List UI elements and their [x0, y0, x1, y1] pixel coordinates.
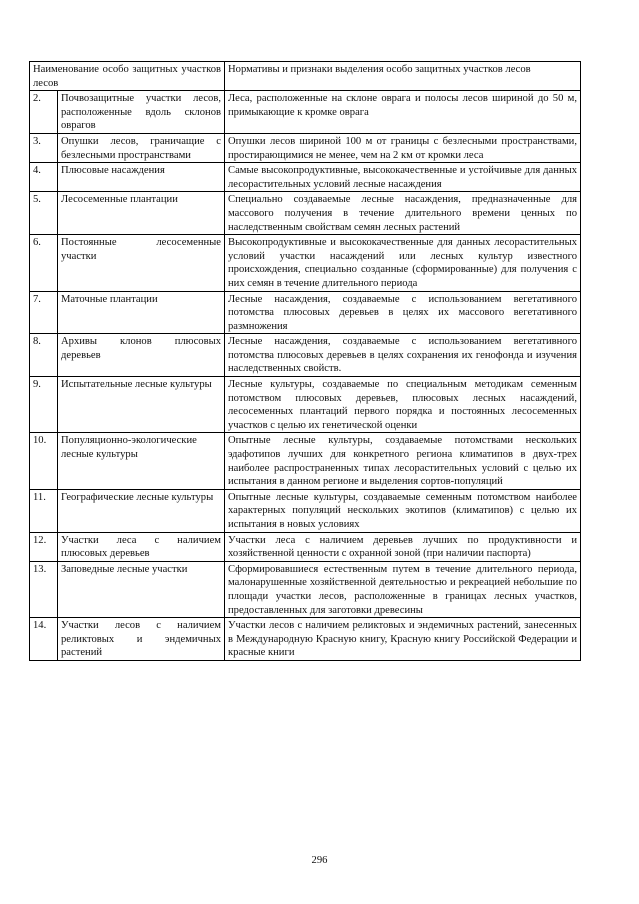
table-row	[30, 192, 581, 235]
row-number-cell: 10.	[30, 433, 58, 489]
row-name-cell: Опушки лесов, граничащие с безлесными пространствами	[58, 133, 225, 162]
row-number-cell: 7.	[30, 291, 58, 334]
table-row	[30, 133, 581, 162]
header-cell-norms: Нормативы и признаки выделения особо защитных участков лесов	[225, 62, 581, 91]
header-cell-name: Наименование особо защитных участков лесов	[30, 62, 225, 91]
row-number-cell: 3.	[30, 133, 58, 162]
row-norms-cell: Опытные лесные культуры, создаваемые семенным потомством наиболее характерных популяций нескольких экотипов (климатипов) с целью их испытания в новых условиях	[225, 489, 581, 532]
row-norms-cell: Участки лесов с наличием реликтовых и эндемичных растений, занесенных в Международную Красную книгу, Красную книгу Российской Федерации и красные книги	[225, 618, 581, 661]
row-name-cell: Почвозащитные участки лесов, расположенные вдоль склонов оврагов	[58, 91, 225, 134]
row-name-cell: Географические лесные культуры	[58, 489, 225, 532]
table-row	[30, 532, 581, 561]
table-row	[30, 489, 581, 532]
row-number-cell: 9.	[30, 377, 58, 433]
row-name-cell: Популяционно-экологические лесные культуры	[58, 433, 225, 489]
row-number-cell: 4.	[30, 163, 58, 192]
row-name-cell: Участки леса с наличием плюсовых деревьев	[58, 532, 225, 561]
table-header-row	[30, 62, 581, 91]
table-row	[30, 291, 581, 334]
table-row	[30, 235, 581, 291]
row-number-cell: 2.	[30, 91, 58, 134]
row-name-cell: Лесосеменные плантации	[58, 192, 225, 235]
table-row	[30, 334, 581, 377]
row-norms-cell: Опушки лесов шириной 100 м от границы с безлесными пространствами, простирающимися не менее, чем на 2 км от кромки леса	[225, 133, 581, 162]
row-name-cell: Маточные плантации	[58, 291, 225, 334]
row-norms-cell: Лесные культуры, создаваемые по специальным методикам семенным потомством плюсовых деревьев, плюсовых лесных насаждений, лесосеменных плантаций первого порядка и постоянных лесосеменных участков с целью их генетической оценки	[225, 377, 581, 433]
table-row	[30, 163, 581, 192]
row-norms-cell: Высокопродуктивные и высококачественные для данных лесорастительных условий участки насаждений или лесных культур известного происхождения, специально созданные (сформированные) для получения с них семян в течение длительного периода	[225, 235, 581, 291]
row-norms-cell: Лесные насаждения, создаваемые с использованием вегетативного потомства плюсовых деревьев в целях их массового вегетативного размножения	[225, 291, 581, 334]
row-name-cell: Участки лесов с наличием реликтовых и эндемичных растений	[58, 618, 225, 661]
row-norms-cell: Сформировавшиеся естественным путем в течение длительного периода, малонарушенные хозяйственной деятельностью и рекреацией небольшие по площади участки лесов, расположенные в границах лесных участков, предоставленных для заготовки древесины	[225, 561, 581, 617]
row-norms-cell: Леса, расположенные на склоне оврага и полосы лесов шириной до 50 м, примыкающие к кромке оврага	[225, 91, 581, 134]
row-name-cell: Постоянные лесосеменные участки	[58, 235, 225, 291]
table-body	[30, 62, 581, 661]
table-row	[30, 433, 581, 489]
row-number-cell: 13.	[30, 561, 58, 617]
norms-table	[29, 61, 581, 661]
row-norms-cell: Лесные насаждения, создаваемые с использованием вегетативного потомства плюсовых деревьев в целях сохранения их генофонда и изучения наследственных свойств.	[225, 334, 581, 377]
row-name-cell: Архивы клонов плюсовых деревьев	[58, 334, 225, 377]
table-row	[30, 618, 581, 661]
row-norms-cell: Самые высокопродуктивные, высококачественные и устойчивые для данных лесорастительных условий лесные насаждения	[225, 163, 581, 192]
row-number-cell: 14.	[30, 618, 58, 661]
row-name-cell: Испытательные лесные культуры	[58, 377, 225, 433]
table-row	[30, 377, 581, 433]
row-number-cell: 5.	[30, 192, 58, 235]
row-name-cell: Заповедные лесные участки	[58, 561, 225, 617]
row-norms-cell: Опытные лесные культуры, создаваемые потомствами нескольких эдафотипов лучших для конкретного региона климатипов в двух-трех наиболее распространенных типах лесорастительных условий с целью их испытания в данном регионе и выделения сортов-популяций	[225, 433, 581, 489]
row-number-cell: 6.	[30, 235, 58, 291]
row-number-cell: 11.	[30, 489, 58, 532]
table-row	[30, 561, 581, 617]
page-number: 296	[311, 855, 328, 866]
table-row	[30, 91, 581, 134]
row-number-cell: 8.	[30, 334, 58, 377]
row-norms-cell: Участки леса с наличием деревьев лучших по продуктивности и хозяйственной ценности с охранной зоной (при наличии паспорта)	[225, 532, 581, 561]
row-name-cell: Плюсовые насаждения	[58, 163, 225, 192]
row-norms-cell: Специально создаваемые лесные насаждения, предназначенные для массового получения в течение длительного времени ценных по наследственным свойствам семян лесных растений	[225, 192, 581, 235]
row-number-cell: 12.	[30, 532, 58, 561]
